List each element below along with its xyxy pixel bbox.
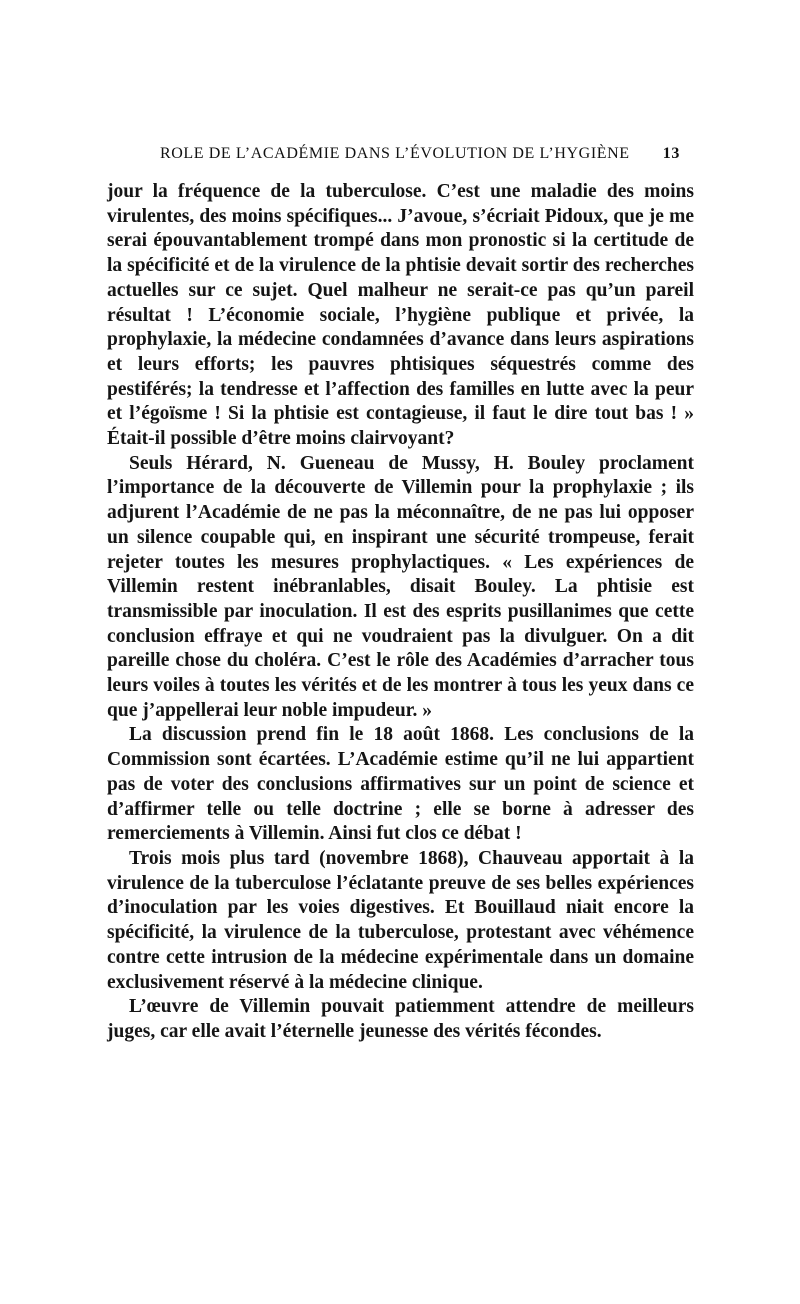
- paragraph-bouley-proclamation: Seuls Hérard, N. Gueneau de Mussy, H. Bouley proclament l’importance de la découverte de Villemin pour la prophylaxie ; ils adjurent l’Académie de ne pas la méconnaître, de ne pas lui opposer un silence coupable qui, en inspirant une sécurité trompeuse, ferait rejeter toutes les mesures prophylactiques. « Les expériences de Villemin restent inébranlables, disait Bouley. La phtisie est transmissible par inoculation. Il est des esprits pusillanimes que cette conclusion effraye et qui ne voudraient pas la divulguer. On a dit pareille chose du choléra. C’est le rôle des Académies d’arracher tous leurs voiles à toutes les vérités et de les montrer à tous les yeux dans ce que j’appellerai leur noble impudeur. »: [107, 452, 694, 721]
- paragraph-discussion-end: La discussion prend fin le 18 août 1868. Les conclusions de la Commission sont écartées. L’Académie estime qu’il ne lui appartient pas de voter des conclusions affirmatives sur un point de science et d’affirmer telle ou telle doctrine ; elle se borne à adresser des remerciements à Villemin. Ainsi fut clos ce débat !: [107, 724, 694, 845]
- body-text: [107, 180, 694, 1045]
- running-title: ROLE DE L’ACADÉMIE DANS L’ÉVOLUTION DE L’HYGIÈNE: [160, 145, 630, 162]
- paragraph-pidoux-quote: jour la fréquence de la tuberculose. C’est une maladie des moins virulentes, des moins spécifiques... J’avoue, s’écriait Pidoux, que je me serai épouvantablement trompé dans mon pronostic si la certitude de la spécificité et de la virulence de la phtisie devait sortir des recherches actuelles sur ce sujet. Quel malheur ne serait-ce pas qu’un pareil résultat ! L’économie sociale, l’hygiène publique et privée, la prophylaxie, la médecine condamnées d’avance dans leurs aspirations et leurs efforts; les pauvres phtisiques séquestrés comme des pestiférés; la tendresse et l’affection des familles en lutte avec la peur et l’égoïsme ! Si la phtisie est contagieuse, il faut le dire tout bas ! » Était-il possible d’être moins clairvoyant?: [107, 181, 694, 450]
- paragraph-villemin-legacy: L’œuvre de Villemin pouvait patiemment attendre de meilleurs juges, car elle avait l’éternelle jeunesse des vérités fécondes.: [107, 996, 694, 1042]
- page-number: 13: [662, 145, 680, 162]
- running-head: [160, 145, 680, 169]
- paragraph-chauveau: Trois mois plus tard (novembre 1868), Chauveau apportait à la virulence de la tuberculose l’éclatante preuve de ses belles expériences d’inoculation par les voies digestives. Et Bouillaud niait encore la spécificité, la virulence de la tuberculose, protestant avec véhémence contre cette intrusion de la médecine expérimentale dans un domaine exclusivement réservé à la médecine clinique.: [107, 847, 694, 993]
